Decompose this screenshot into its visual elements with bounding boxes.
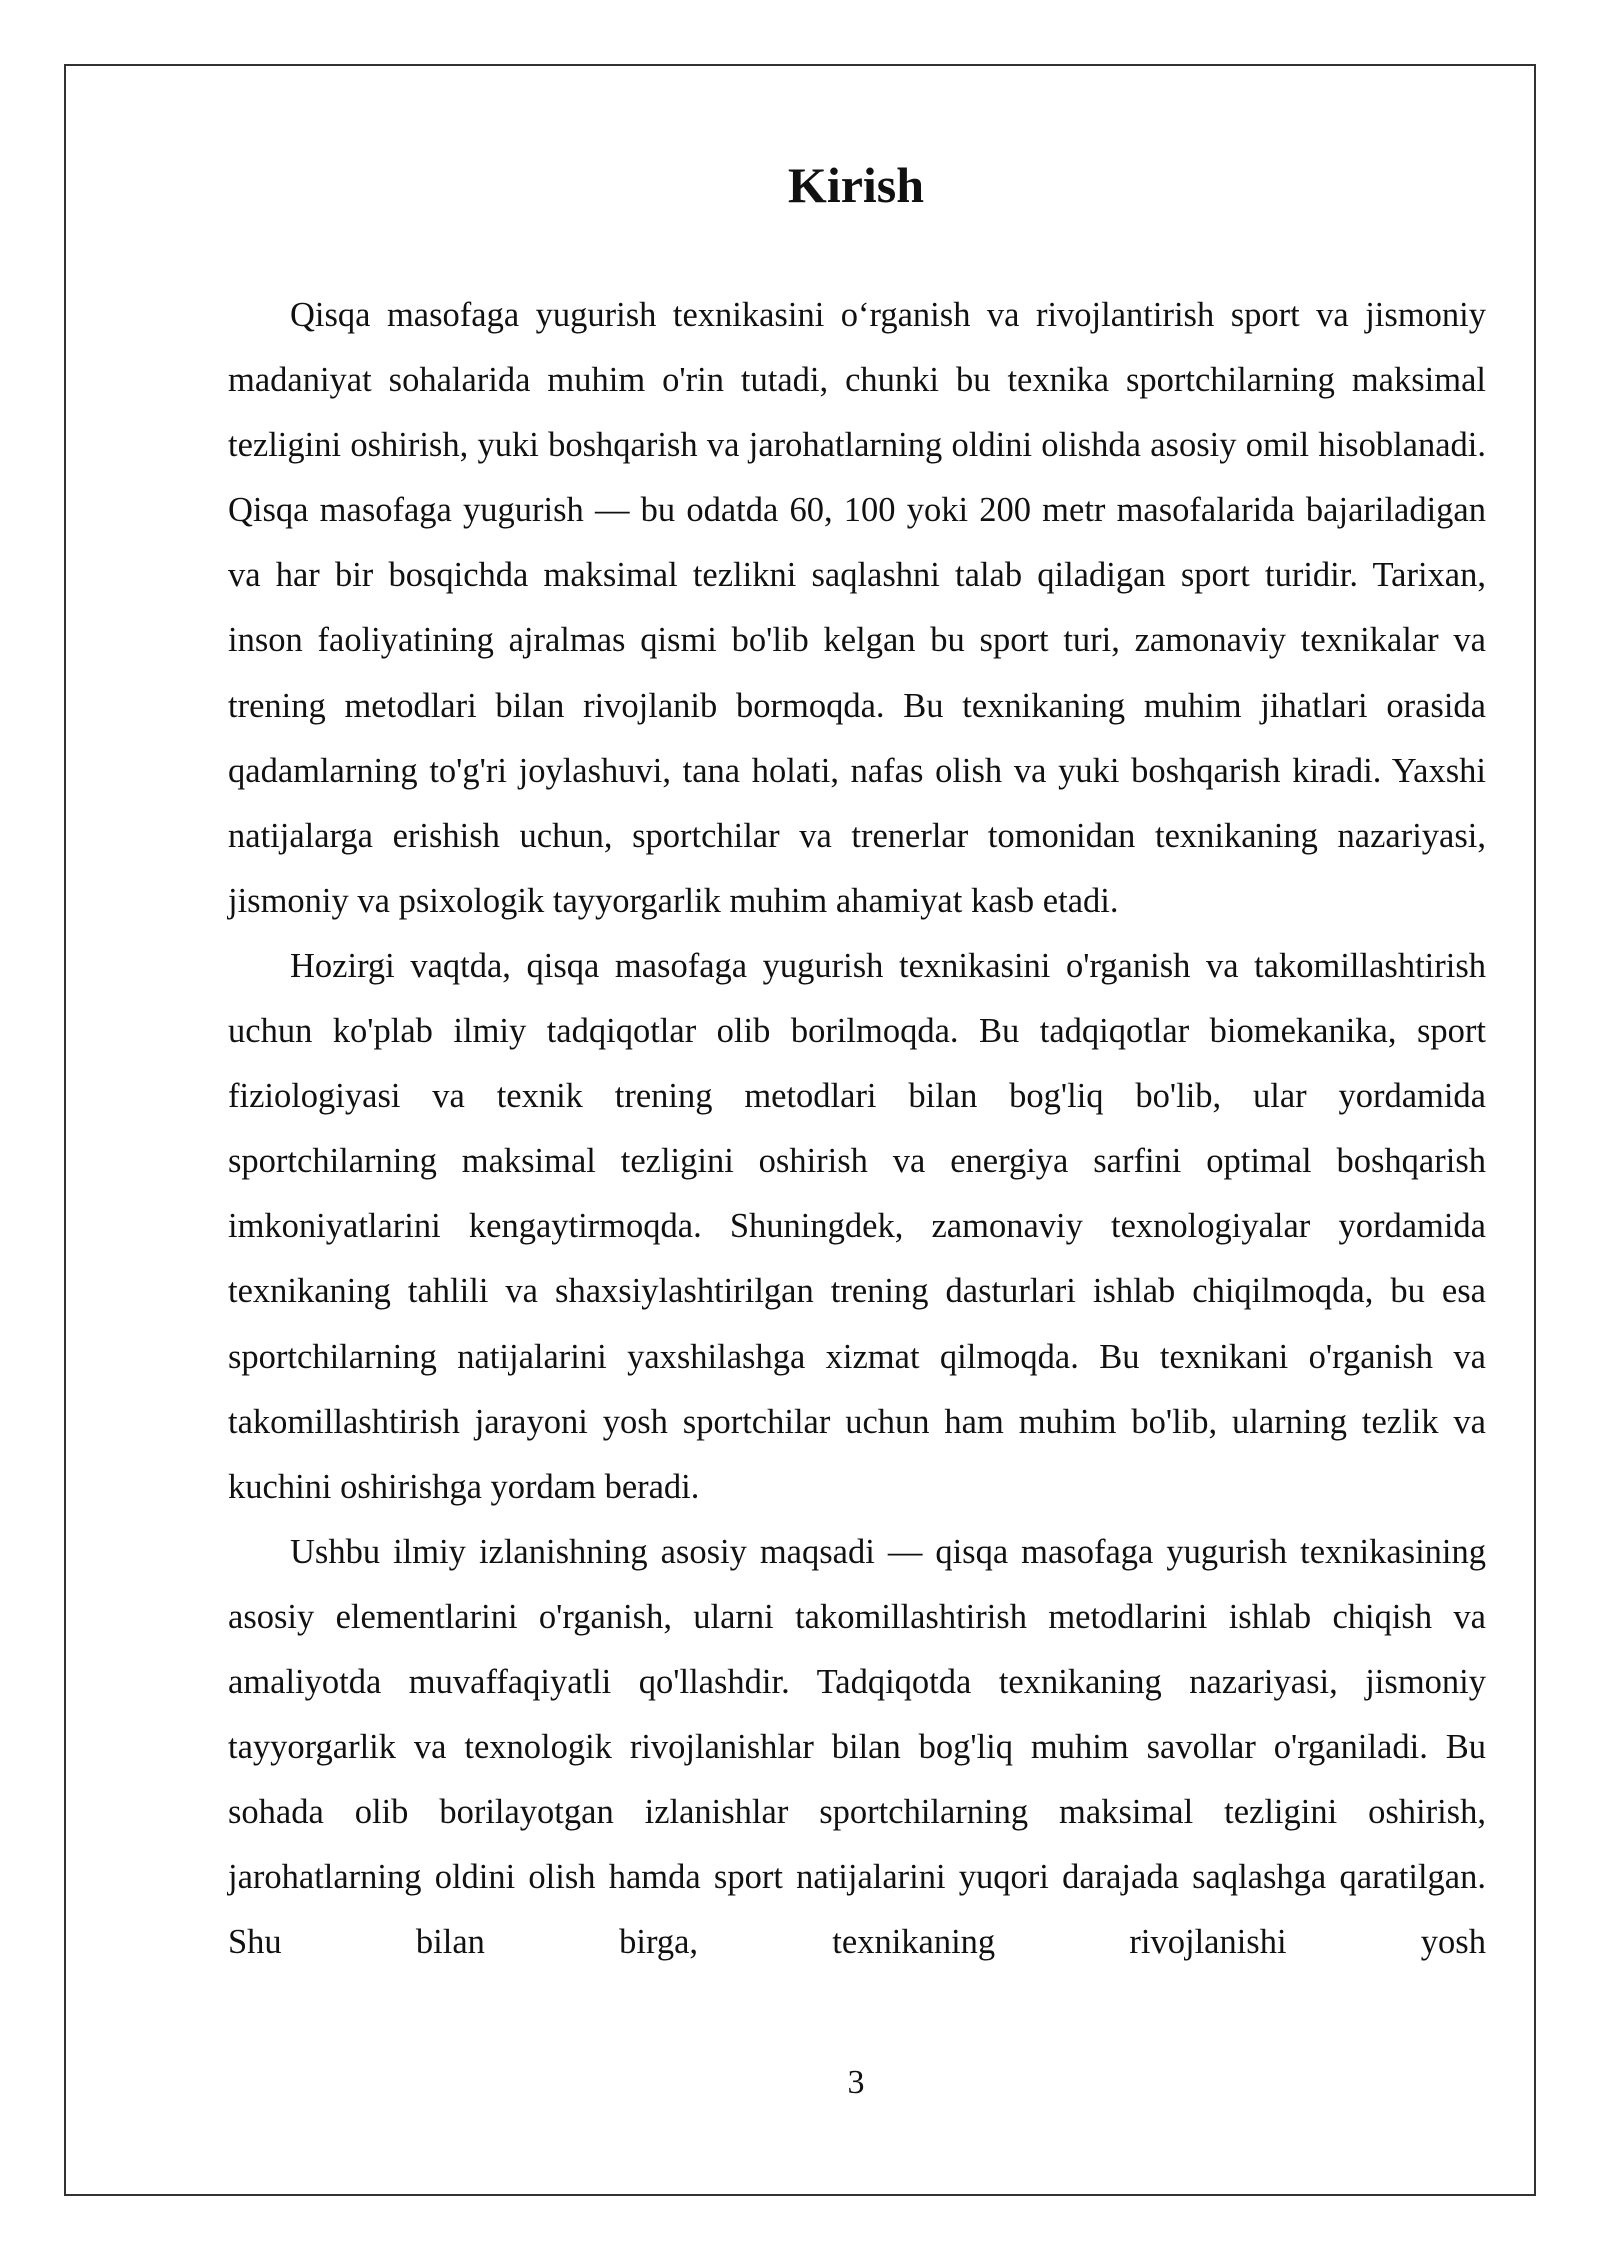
page-number: 3	[847, 2064, 865, 2101]
section-title: Kirish	[787, 157, 925, 213]
paragraph: Qisqa masofaga yugurish texnikasini o‘rganish va rivojlantirish sport va jismoniy madaniyat sohalarida muhim o'rin tutadi, chunki bu texnika sportchilarning maksimal tezligini oshirish, yuki boshqarish va jarohatlarning oldini olishda asosiy omil hisoblanadi. Qisqa masofaga yugurish — bu odatda 60, 100 yoki 200 metr masofalarida bajariladigan va har bir bosqichda maksimal tezlikni saqlashni talab qiladigan sport turidir. Tarixan, inson faoliyatining ajralmas qismi bo'lib kelgan bu sport turi, zamonaviy texnikalar va trening metodlari bilan rivojlanib bormoqda. Bu texnikaning muhim jihatlari orasida qadamlarning to'g'ri joylashuvi, tana holati, nafas olish va yuki boshqarish kiradi. Yaxshi natijalarga erishish uchun, sportchilar va trenerlar tomonidan texnikaning nazariyasi, jismoniy va psixologik tayyorgarlik muhim ahamiyat kasb etadi.	[228, 296, 1486, 920]
paragraph: Hozirgi vaqtda, qisqa masofaga yugurish texnikasini o'rganish va takomillashtirish uchun ko'plab ilmiy tadqiqotlar olib borilmoqda. Bu tadqiqotlar biomekanika, sport fiziologiyasi va texnik trening metodlari bilan bog'liq bo'lib, ular yordamida sportchilarning maksimal tezligini oshirish va energiya sarfini optimal boshqarish imkoniyatlarini kengaytirmoqda. Shuningdek, zamonaviy texnologiyalar yordamida texnikaning tahlili va shaxsiylashtirilgan trening dasturlari ishlab chiqilmoqda, bu esa sportchilarning natijalarini yaxshilashga xizmat qilmoqda. Bu texnikani o'rganish va takomillashtirish jarayoni yosh sportchilar uchun ham muhim bo'lib, ularning tezlik va kuchini oshirishga yordam beradi.	[228, 946, 1486, 1506]
paragraph: Ushbu ilmiy izlanishning asosiy maqsadi — qisqa masofaga yugurish texnikasining asosiy elementlarini o'rganish, ularni takomillashtirish metodlarini ishlab chiqish va amaliyotda muvaffaqiyatli qo'llashdir. Tadqiqotda texnikaning nazariyasi, jismoniy tayyorgarlik va texnologik rivojlanishlar bilan bog'liq muhim savollar o'rganiladi. Bu sohada olib borilayotgan izlanishlar sportchilarning maksimal tezligini oshirish, jarohatlarning oldini olish hamda sport natijalarini yuqori darajada saqlashga qaratilgan. Shu bilan birga, texnikaning rivojlanishi yosh	[228, 1532, 1486, 1962]
body-text	[228, 283, 1486, 1975]
